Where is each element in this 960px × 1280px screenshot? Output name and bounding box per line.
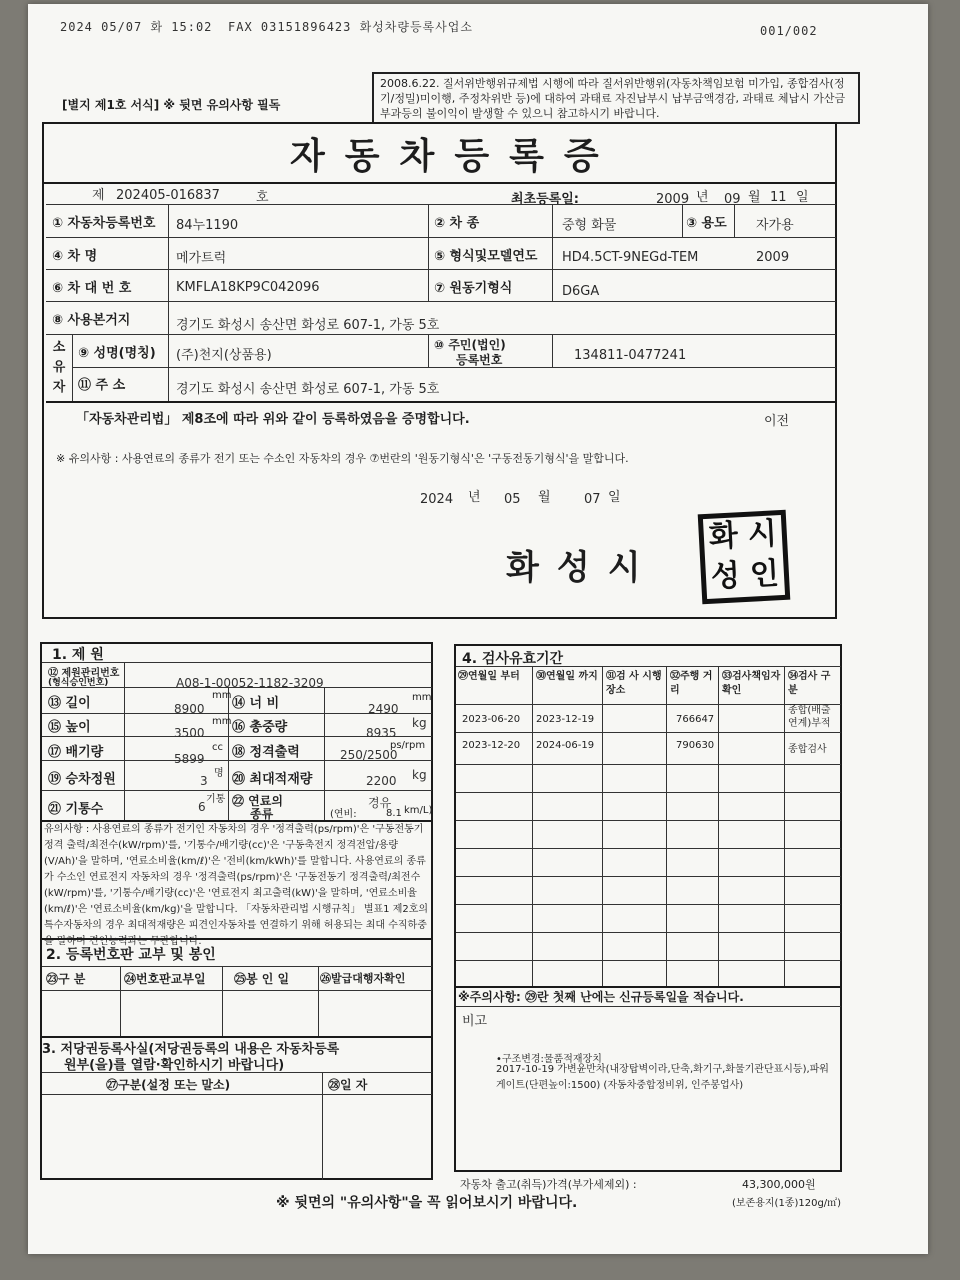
insp-col-mileage: ㉜주행 거리 [670,671,713,696]
cylinders-unit: 기통 [206,794,226,805]
gross-weight-label: ⑯ 총중량 [232,720,288,735]
insp-row1-from: 2023-06-20 [462,714,521,725]
plate-number: 84누1190 [176,218,239,233]
insp-col-to: ㉚연월일 까지 [536,671,598,682]
approval-label-2: (형식승인번호) [48,678,109,688]
issue-year-unit: 년 [468,490,481,505]
issue-month: 05 [504,492,521,507]
mortgage-title-2: 원부(을)를 열람·확인하시기 바랍니다) [64,1058,285,1073]
displacement-label: ⑰ 배기량 [48,745,104,760]
engine-model: D6GA [562,284,600,299]
owner-address: 경기도 화성시 송산면 화성로 607-1, 가동 5호 [176,382,440,397]
fuel-type: 경유 [368,796,392,810]
inspection-note: ※주의사항: ㉙란 첫째 난에는 신규등록일을 적습니다. [458,990,744,1004]
insp-col-from: ㉙연월일 부터 [458,671,520,682]
remarks-line-1: •구조변경:물품적재장치 [496,1054,602,1065]
document-title: 자동차등록증 [290,136,619,177]
insp-col-place: ㉛검 사 시행장소 [606,671,662,696]
model-name: 메가트럭 [176,251,227,266]
height-unit: mm [212,716,232,727]
model-name-label: ④ 차 명 [52,249,98,264]
height-value: 3500 [174,726,205,740]
specs-title: 1. 제 원 [52,647,104,663]
displacement-value: 5899 [174,752,205,766]
vehicle-type: 중형 화물 [562,218,617,233]
seats-label: ⑲ 승차정원 [48,772,116,787]
cylinders-value: 6 [198,800,206,814]
vin-number: KMFLA18KP9C042096 [176,280,320,295]
insp-col-type: ㉞검사 구분 [788,671,831,696]
plate-col-agent: ㉖발급대행자확인 [320,972,406,985]
insp-row1-to: 2023-12-19 [536,714,595,725]
reg-no-suffix: 호 [256,190,269,205]
form-label: [별지 제1호 서식] ※ 뒷면 유의사항 필독 [62,98,281,112]
height-label: ⑮ 높이 [48,720,91,735]
vin-label: ⑥ 차 대 번 호 [52,281,132,296]
vehicle-type-label: ② 차 종 [434,216,480,231]
issue-year: 2024 [420,492,454,507]
approval-number: A08-1-00052-1182-3209 [176,676,324,690]
model-year: 2009 [756,250,790,265]
remarks-label: 비고 [462,1014,488,1029]
insp-col-confirm: ㉝검사책임자 확인 [722,671,781,696]
mortgage-col-type: ㉗구분(설정 또는 말소) [106,1078,231,1092]
owner-id-label-2: 등록번호 [456,353,503,367]
base-location: 경기도 화성시 송산면 화성로 607-1, 가동 5호 [176,318,440,333]
registration-paper [28,4,928,1254]
length-value: 8900 [174,702,205,716]
first-reg-year: 2009 [656,192,690,207]
registration-number: 202405-016837 [116,188,220,203]
reg-number-label: ① 자동차등록번호 [52,216,156,231]
width-label: ⑭ 너 비 [232,696,280,711]
payload-value: 2200 [366,774,397,788]
first-reg-label: 최초등록일: [511,192,579,207]
day-unit: 일 [796,190,809,205]
fax-date: 2024 05/07 화 15:02 [60,20,213,34]
issue-day: 07 [584,492,601,507]
plate-col-seal-date: ㉕봉 인 일 [234,972,290,986]
gross-weight-unit: kg [412,716,427,730]
address-label: ⑪ 주 소 [78,378,126,393]
insp-row2-mileage: 790630 [676,740,715,751]
fax-page: 001/002 [760,24,818,38]
insp-row2-type: 종합검사 [788,744,827,755]
payload-label: ⑳ 최대적재량 [232,772,313,787]
fuel-efficiency-unit: km/L) [404,805,433,816]
mortgage-title: 3. 저당권등록사실(저당권등록의 내용은 자동차등록 [42,1042,340,1057]
owner-name-label: ⑨ 성명(명칭) [78,346,156,361]
paper-stock: (보존용지(1종)120g/㎡) [732,1198,842,1209]
issue-month-unit: 월 [538,490,551,505]
fuel-efficiency-label: (연비: [330,809,357,820]
cylinders-label: ㉑ 기통수 [48,802,104,817]
inspection-title: 4. 검사유효기간 [462,651,564,667]
year-unit: 년 [696,190,709,205]
length-label: ⑬ 길이 [48,696,91,711]
fax-sender: FAX 03151896423 화성차량등록사업소 [228,20,473,34]
owner-name: (주)천지(상품용) [176,348,272,363]
model-year-label: ⑤ 형식및모델연도 [434,249,538,264]
seats-value: 3 [200,774,208,788]
price-label: 자동차 출고(취득)가격(부가세제외) : [460,1178,637,1191]
plate-title: 2. 등록번호판 교부 및 봉인 [46,947,216,963]
displacement-unit: cc [212,742,223,753]
penalty-notice: 2008.6.22. 질서위반행위규제법 시행에 따라 질서위반행위(자동차책임보험 미가입, 종합검사(정기/정밀)미이행, 주정차위반 등)에 대하여 과태료 자진납부시 납부금액경감, 과태료 체납시 가산금부과등의 불이익이 발생할 수 있으니 참고하시기 바랍니다. [372,72,860,124]
width-unit: mm [412,692,432,703]
bottom-notice: ※ 뒷면의 "유의사항"을 꼭 읽어보시기 바랍니다. [276,1195,578,1211]
plate-col-type: ㉓구 분 [46,972,86,986]
official-seal: 화 시 성 인 [698,510,791,604]
gross-weight-value: 8935 [366,726,397,740]
transfer-mark: 이전 [764,414,790,429]
model-code: HD4.5CT-9NEGd-TEM [562,250,699,265]
insp-row2-from: 2023-12-20 [462,740,521,751]
approval-label: ⑫ 제원관리번호 [48,668,120,679]
plate-col-issue-date: ㉔번호판교부일 [124,972,206,986]
power-unit: ps/rpm [390,740,426,751]
first-reg-day: 11 [770,190,787,205]
length-unit: mm [212,690,232,701]
price-value: 43,300,000원 [742,1178,816,1191]
engine-label: ⑦ 원동기형식 [434,281,513,296]
insp-row2-to: 2024-06-19 [536,740,595,751]
remarks-line-2: 2017-10-19 가변윤반차(내장탑벽이라,단축,화기구,화물기관단표시등),파워게이트(단편높이:1500) (자동차중합정비위, 인주봉업사) [496,1064,829,1091]
fuel-efficiency: 8.1 [386,808,402,819]
insp-row1-type: 종합(배출연계)부적 [788,705,831,729]
month-unit: 월 [748,190,761,205]
mortgage-col-date: ㉘일 자 [328,1078,368,1092]
issuer-name: 화성시 [506,548,659,588]
power-value: 250/2500 [340,748,398,762]
first-reg-month: 09 [724,192,741,207]
spec-note: 유의사항 : 사용연료의 종류가 전기인 자동차의 경우 '정격출력(ps/rpm)'은 '구동전동기 정격 출력/최전수(kW/rpm)'를, '기통수/배기량(cc)'은 '구동축전지 정격전압/용량(V/Ah)'을 말하며, '연료소비율(km/ℓ)'은 '전비(km/kWh)'를 말합니다. 사용연료의 종류가 수소인 연료전지 자동차의 경우 '정격출력(ps/rpm)'은 '구동전동기 정격출력/최전수(kW/rpm)'를, '기통수/배기량(cc)'은 '연료전지 최고출력(kW)'을 말하며, '연료소비율(km/ℓ)'은 '연료소비율(km/kg)'을 말합니다. 「자동차관리법 시행규칙」 별표1 제2호의 특수자동차의 경우 최대적재량은 피견인자동차를 연결하기 위해 허용되는 최대 수직하중을 말하며 견인능력과는 무관합니다. [44,824,429,947]
reg-no-prefix: 제 [92,188,105,203]
base-location-label: ⑧ 사용본거지 [52,313,131,328]
payload-unit: kg [412,768,427,782]
seats-unit: 명 [214,768,224,779]
owner-side-label: 소유자 [52,340,66,395]
owner-id-label: ⑩ 주민(법인) [434,338,506,352]
certify-text: 「자동차관리법」 제8조에 따라 위와 같이 등록하였음을 증명합니다. [76,412,470,427]
use-label: ③ 용도 [686,216,727,231]
caution-text: ※ 유의사항 : 사용연료의 종류가 전기 또는 수소인 자동차의 경우 ⑦번란의 '원동기형식'은 '구동전동기형식'을 말합니다. [56,452,629,465]
insp-row1-mileage: 766647 [676,714,715,725]
fuel-label: ㉒ 연료의 [232,794,283,808]
width-value: 2490 [368,702,399,716]
owner-id: 134811-0477241 [574,348,687,363]
fuel-label-2: 종류 [250,807,274,821]
vehicle-use: 자가용 [756,218,794,233]
power-label: ⑱ 정격출력 [232,745,300,760]
issue-day-unit: 일 [608,490,621,505]
